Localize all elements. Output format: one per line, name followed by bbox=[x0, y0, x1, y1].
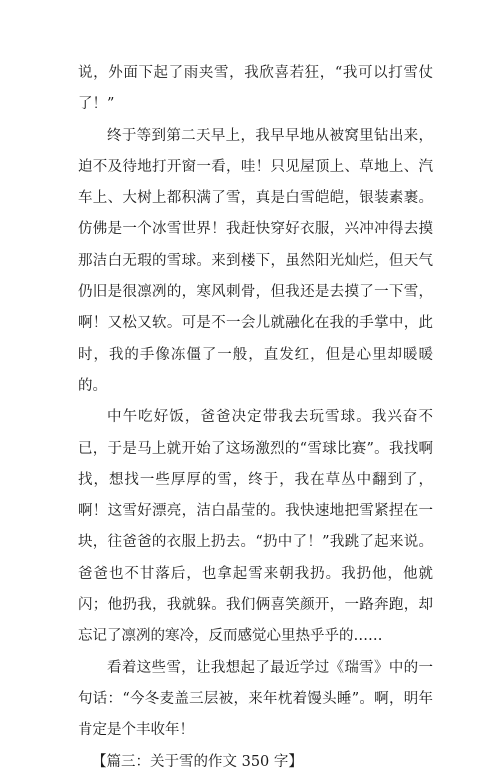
section-heading: 【篇三：关于雪的作文 350 字】 bbox=[92, 753, 303, 770]
paragraph-continuation: 说，外面下起了雨夹雪，我欣喜若狂，“我可以打雪仗了！” bbox=[78, 65, 433, 113]
document-body bbox=[78, 58, 433, 778]
paragraph-next-morning: 终于等到第二天早上，我早早地从被窝里钻出来，迫不及待地打开窗一看，哇！只见屋顶上、草地上、汽车上、大树上都积满了雪，真是白雪皑皑，银装素裹。仿佛是一个冰雪世界！我赶快穿好衣服，兴冲冲得去摸那洁白无瑕的雪球。来到楼下，虽然阳光灿烂，但天气仍旧是很凛冽的，寒风刺骨，但我还是去摸了一下雪，啊！又松又软。可是不一会儿就融化在我的手掌中，此时，我的手像冻僵了一般，直发红，但是心里却暖暖的。 bbox=[78, 127, 433, 394]
paragraph-snowball-fight: 中午吃好饭，爸爸决定带我去玩雪球。我兴奋不已，于是马上就开始了这场激烈的“雪球比赛”。我找啊找，想找一些厚厚的雪，终于，我在草丛中翻到了，啊！这雪好漂亮，洁白晶莹的。我快速地把雪紧捏在一块，往爸爸的衣服上扔去。“扔中了！”我跳了起来说。爸爸也不甘落后，也拿起雪来朝我扔。我扔他，他就闪；他扔我，我就躲。我们俩喜笑颜开，一路奔跑，却忘记了凛冽的寒冷，反而感觉心里热乎乎的…… bbox=[78, 409, 433, 645]
paragraph-harvest-year: 看着这些雪，让我想起了最近学过《瑞雪》中的一句话：“今冬麦盖三层被，来年枕着馒头睡”。啊，明年肯定是个丰收年！ bbox=[78, 659, 433, 739]
